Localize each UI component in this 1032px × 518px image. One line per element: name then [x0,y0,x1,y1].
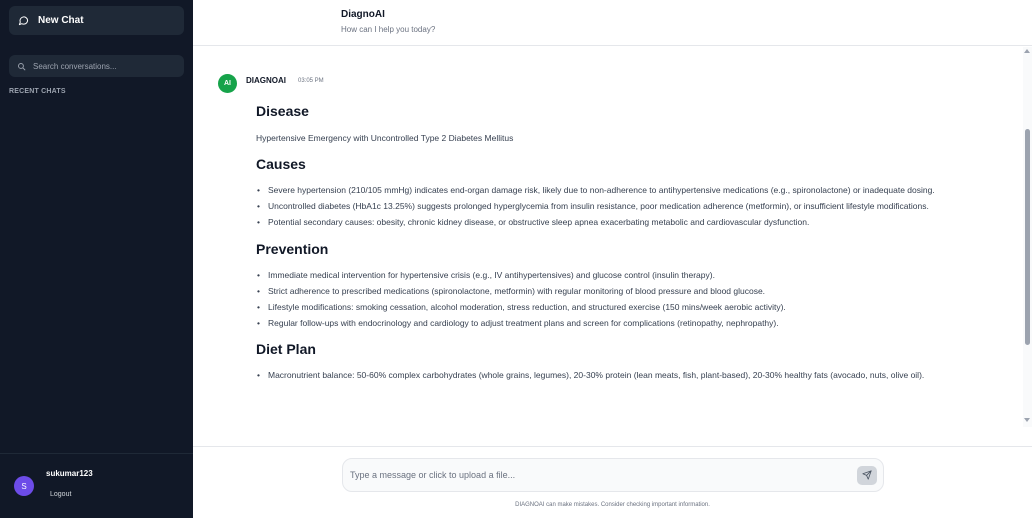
ai-avatar: AI [218,74,237,93]
list-item: • Immediate medical intervention for hypertensive crisis (e.g., IV antihypertensives) and glucose control (insulin therapy). [256,268,1001,284]
list-item: • Potential secondary causes: obesity, chronic kidney disease, or obstructive sleep apnea exacerbating metabolic and cardiovascular dysfunction. [256,215,1001,231]
message-timestamp: 03:05 PM [298,78,324,84]
scrollbar-thumb[interactable] [1025,129,1030,345]
recent-chats-heading: RECENT CHATS [9,88,66,95]
composer [193,446,1032,518]
chat-bubble-icon [18,15,30,27]
new-chat-label: New Chat [38,15,84,26]
causes-list [256,183,1001,231]
search-input[interactable] [33,62,173,71]
section-heading-prevention: Prevention [256,240,329,257]
disclaimer-text: DIAGNOAI can make mistakes. Consider checking important information. [515,502,710,508]
logout-link[interactable]: Logout [50,491,72,498]
message-input-box[interactable] [342,458,884,492]
chat-messages[interactable] [193,47,1032,427]
list-item: • Uncontrolled diabetes (HbA1c 13.25%) suggests prolonged hyperglycemia from insulin resistance, poor medication adherence (metformin), or insufficient lifestyle modifications. [256,199,1001,215]
username: sukumar123 [46,469,93,478]
send-icon [862,467,872,485]
scrollbar[interactable] [1023,47,1032,427]
section-heading-disease: Disease [256,103,309,119]
list-item: • Strict adherence to prescribed medications (spironolactone, metformin) with regular monitoring of blood pressure and blood glucose. [256,284,1001,300]
message-body [256,103,1001,394]
user-avatar[interactable]: S [14,476,34,496]
chat-header [193,0,1032,46]
section-heading-diet-plan: Diet Plan [256,341,316,357]
section-heading-causes: Causes [256,156,306,172]
prevention-list [256,268,1001,332]
app-title: DiagnoAI [341,9,385,20]
list-item: • Lifestyle modifications: smoking cessation, alcohol moderation, stress reduction, and structured exercise (150 mins/week aerobic activity). [256,300,1001,316]
list-item: • Regular follow-ups with endocrinology and cardiology to adjust treatment plans and screen for complications (retinopathy, nephropathy). [256,316,1001,332]
scroll-up-arrow-icon[interactable] [1024,49,1030,53]
scroll-down-arrow-icon[interactable] [1024,418,1030,422]
message-sender: DIAGNOAI [246,76,286,85]
send-button[interactable] [857,466,877,485]
message-input[interactable] [350,470,840,480]
list-item: • Macronutrient balance: 50-60% complex carbohydrates (whole grains, legumes), 20-30% protein (lean meats, fish, plant-based), 20-30% healthy fats (avocado, nuts, olive oil). [256,368,1001,384]
sidebar [0,0,193,518]
new-chat-button[interactable] [9,6,184,35]
app-subtitle: How can I help you today? [341,25,436,34]
disease-text: Hypertensive Emergency with Uncontrolled Type 2 Diabetes Mellitus [256,133,514,143]
diet-plan-list [256,368,1001,384]
search-icon [17,61,27,71]
sidebar-divider [0,453,193,454]
list-item: • Severe hypertension (210/105 mmHg) indicates end-organ damage risk, likely due to non-adherence to antihypertensive medications (e.g., spironolactone) or inadequate dosing. [256,183,1001,199]
search-box[interactable] [9,55,184,77]
